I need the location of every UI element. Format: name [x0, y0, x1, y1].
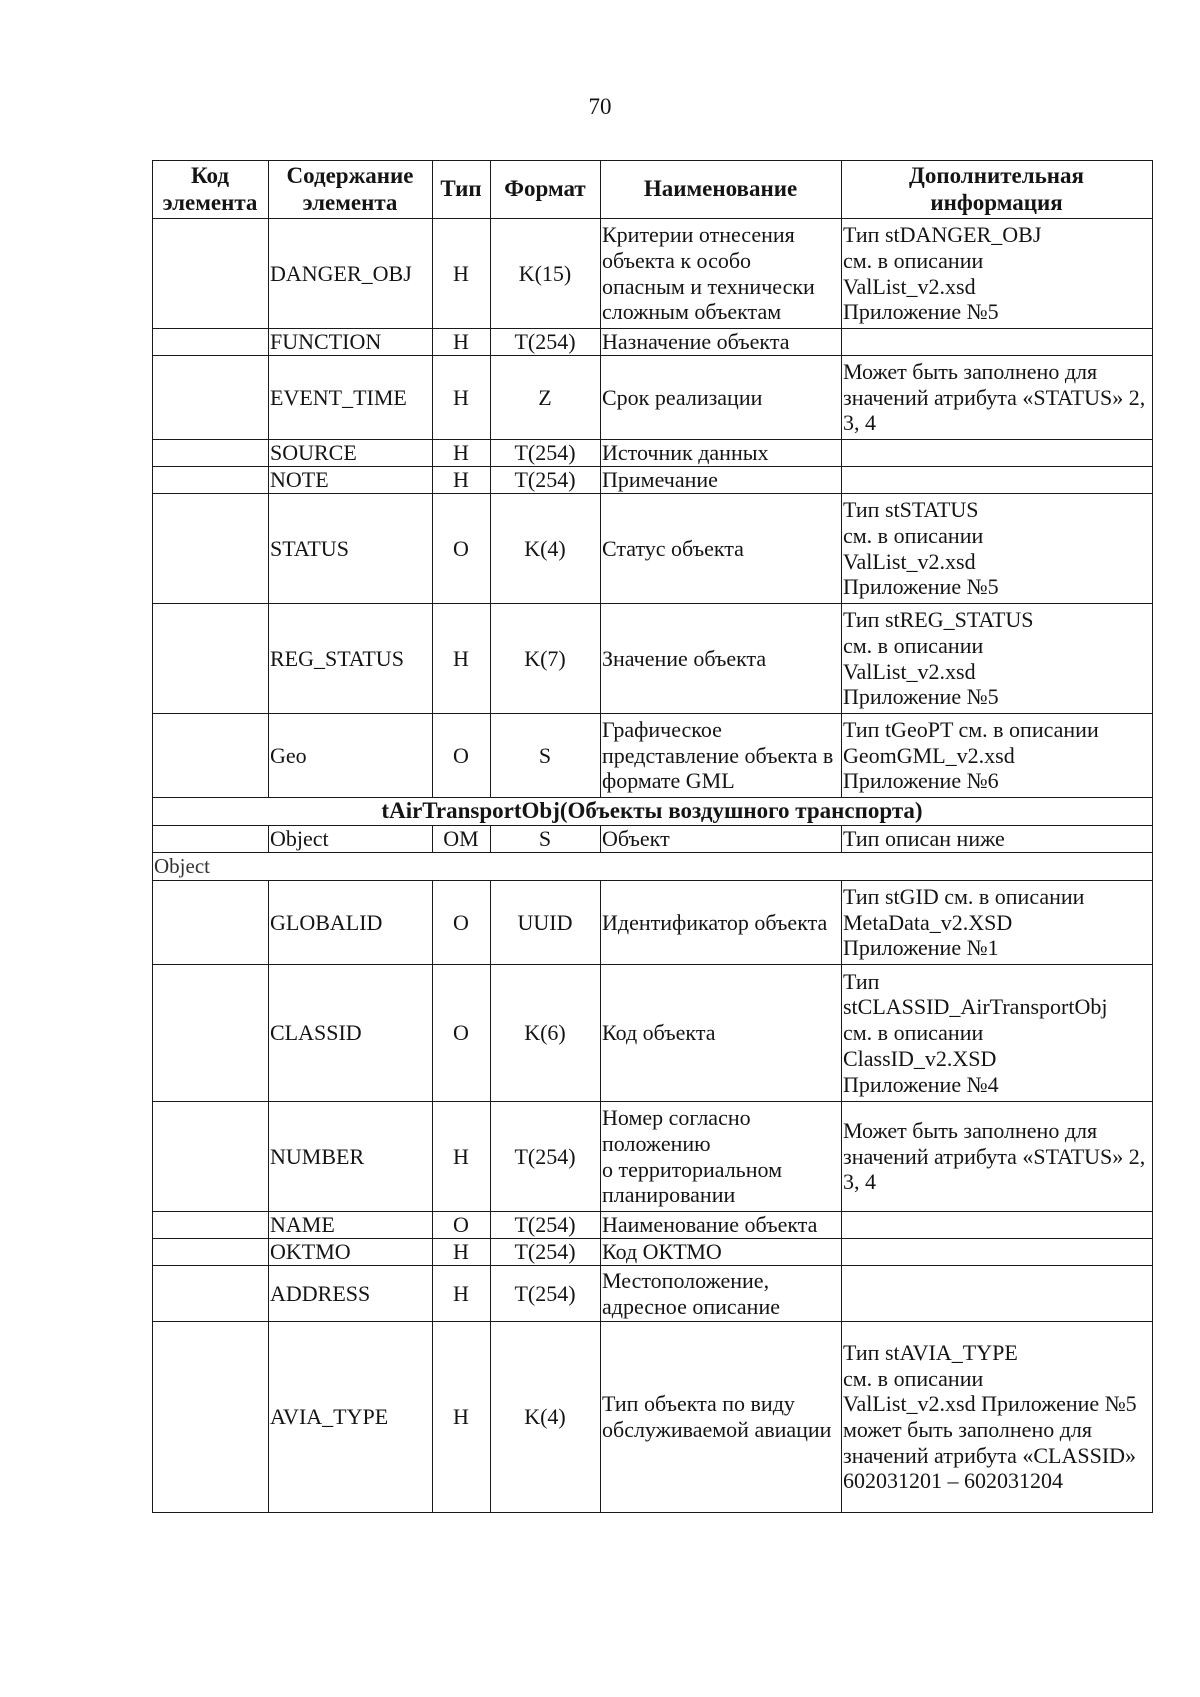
format-cell: T(254)	[491, 1266, 601, 1322]
info-cell: Тип stREG_STATUS см. в описании ValList_v2.xsd Приложение №5	[842, 604, 1153, 714]
type-cell: О	[433, 494, 491, 604]
format-cell: S	[491, 714, 601, 798]
header-type: Тип	[433, 161, 491, 219]
name-cell: Код ОКТМО	[601, 1239, 842, 1266]
table-header-row	[153, 161, 1153, 219]
content-cell: NAME	[269, 1212, 433, 1239]
info-cell: Тип описан ниже	[842, 826, 1153, 853]
name-cell: Код объекта	[601, 965, 842, 1102]
table-row	[153, 881, 1153, 965]
content-cell: Geo	[269, 714, 433, 798]
format-cell: K(7)	[491, 604, 601, 714]
name-cell: Идентификатор объекта	[601, 881, 842, 965]
object-code-label: Object	[153, 853, 1153, 881]
format-cell: T(254)	[491, 440, 601, 467]
info-cell: Тип stSTATUS см. в описании ValList_v2.xsd Приложение №5	[842, 494, 1153, 604]
info-cell	[842, 467, 1153, 494]
info-cell	[842, 1266, 1153, 1322]
name-cell: Критерии отнесения объекта к особо опасным и технически сложным объектам	[601, 219, 842, 329]
name-cell: Статус объекта	[601, 494, 842, 604]
name-cell: Тип объекта по виду обслуживаемой авиации	[601, 1322, 842, 1513]
format-cell: T(254)	[491, 329, 601, 356]
code-cell	[153, 714, 269, 798]
code-cell	[153, 467, 269, 494]
name-cell: Объект	[601, 826, 842, 853]
content-cell: REG_STATUS	[269, 604, 433, 714]
content-cell: NOTE	[269, 467, 433, 494]
code-cell	[153, 1239, 269, 1266]
code-cell	[153, 1322, 269, 1513]
object-code-row	[153, 853, 1153, 881]
type-cell: Н	[433, 1102, 491, 1212]
table-row	[153, 1266, 1153, 1322]
table-row	[153, 494, 1153, 604]
info-cell: Тип stGID см. в описании MetaData_v2.XSD Приложение №1	[842, 881, 1153, 965]
content-cell: DANGER_OBJ	[269, 219, 433, 329]
name-cell: Значение объекта	[601, 604, 842, 714]
table-row	[153, 329, 1153, 356]
info-cell	[842, 1212, 1153, 1239]
code-cell	[153, 440, 269, 467]
format-cell: K(4)	[491, 1322, 601, 1513]
info-cell: Может быть заполнено для значений атрибута «STATUS» 2, 3, 4	[842, 1102, 1153, 1212]
header-name: Наименование	[601, 161, 842, 219]
header-format: Формат	[491, 161, 601, 219]
info-cell: Может быть заполнено для значений атрибута «STATUS» 2, 3, 4	[842, 356, 1153, 440]
name-cell: Наименование объекта	[601, 1212, 842, 1239]
table-row	[153, 1239, 1153, 1266]
code-cell	[153, 329, 269, 356]
code-cell	[153, 1102, 269, 1212]
info-cell	[842, 440, 1153, 467]
content-cell: STATUS	[269, 494, 433, 604]
content-cell: GLOBALID	[269, 881, 433, 965]
table-row	[153, 219, 1153, 329]
info-cell: Тип tGeoPT см. в описании GeomGML_v2.xsd Приложение №6	[842, 714, 1153, 798]
code-cell	[153, 604, 269, 714]
table-row	[153, 604, 1153, 714]
type-cell: Н	[433, 1239, 491, 1266]
content-cell: OKTMO	[269, 1239, 433, 1266]
info-cell	[842, 1239, 1153, 1266]
format-cell: S	[491, 826, 601, 853]
type-cell: Н	[433, 219, 491, 329]
code-cell	[153, 494, 269, 604]
format-cell: T(254)	[491, 1239, 601, 1266]
type-cell: ОМ	[433, 826, 491, 853]
format-cell: T(254)	[491, 1212, 601, 1239]
header-code: Код элемента	[153, 161, 269, 219]
format-cell: UUID	[491, 881, 601, 965]
format-cell: Z	[491, 356, 601, 440]
info-cell	[842, 329, 1153, 356]
type-cell: Н	[433, 604, 491, 714]
format-cell: K(4)	[491, 494, 601, 604]
format-cell: K(15)	[491, 219, 601, 329]
table-row	[153, 356, 1153, 440]
section-title: tAirTransportObj(Объекты воздушного транспорта)	[153, 798, 1153, 826]
info-cell: Тип stCLASSID_AirTransportObj см. в описании ClassID_v2.XSD Приложение №4	[842, 965, 1153, 1102]
name-cell: Срок реализации	[601, 356, 842, 440]
content-cell: NUMBER	[269, 1102, 433, 1212]
header-content: Содержание элемента	[269, 161, 433, 219]
type-cell: Н	[433, 440, 491, 467]
type-cell: О	[433, 714, 491, 798]
info-cell: Тип stDANGER_OBJ см. в описании ValList_v2.xsd Приложение №5	[842, 219, 1153, 329]
page-number: 70	[588, 94, 612, 119]
table-row	[153, 440, 1153, 467]
content-cell: EVENT_TIME	[269, 356, 433, 440]
code-cell	[153, 1212, 269, 1239]
table-row	[153, 1322, 1153, 1513]
object-row	[153, 826, 1153, 853]
name-cell: Графическое представление объекта в формате GML	[601, 714, 842, 798]
code-cell	[153, 1266, 269, 1322]
section-header-row	[153, 798, 1153, 826]
table-row	[153, 1212, 1153, 1239]
format-cell: K(6)	[491, 965, 601, 1102]
type-cell: Н	[433, 356, 491, 440]
type-cell: Н	[433, 1266, 491, 1322]
table-row	[153, 965, 1153, 1102]
name-cell: Назначение объекта	[601, 329, 842, 356]
format-cell: T(254)	[491, 467, 601, 494]
code-cell	[153, 826, 269, 853]
content-cell: Object	[269, 826, 433, 853]
name-cell: Примечание	[601, 467, 842, 494]
type-cell: Н	[433, 329, 491, 356]
type-cell: О	[433, 965, 491, 1102]
content-cell: SOURCE	[269, 440, 433, 467]
table-row	[153, 467, 1153, 494]
type-cell: О	[433, 1212, 491, 1239]
header-info: Дополнительная информация	[842, 161, 1153, 219]
type-cell: Н	[433, 467, 491, 494]
code-cell	[153, 219, 269, 329]
format-cell: T(254)	[491, 1102, 601, 1212]
content-cell: CLASSID	[269, 965, 433, 1102]
code-cell	[153, 965, 269, 1102]
type-cell: О	[433, 881, 491, 965]
name-cell: Местоположение, адресное описание	[601, 1266, 842, 1322]
table-row	[153, 714, 1153, 798]
content-cell: AVIA_TYPE	[269, 1322, 433, 1513]
content-cell: FUNCTION	[269, 329, 433, 356]
code-cell	[153, 881, 269, 965]
code-cell	[153, 356, 269, 440]
table-row	[153, 1102, 1153, 1212]
info-cell: Тип stAVIA_TYPE см. в описании ValList_v2.xsd Приложение №5 может быть заполнено для значений атрибута «CLASSID» 602031201 – 602031204	[842, 1322, 1153, 1513]
name-cell: Номер согласно положению о территориальном планировании	[601, 1102, 842, 1212]
attribute-spec-table	[152, 160, 1153, 1513]
name-cell: Источник данных	[601, 440, 842, 467]
content-cell: ADDRESS	[269, 1266, 433, 1322]
type-cell: Н	[433, 1322, 491, 1513]
